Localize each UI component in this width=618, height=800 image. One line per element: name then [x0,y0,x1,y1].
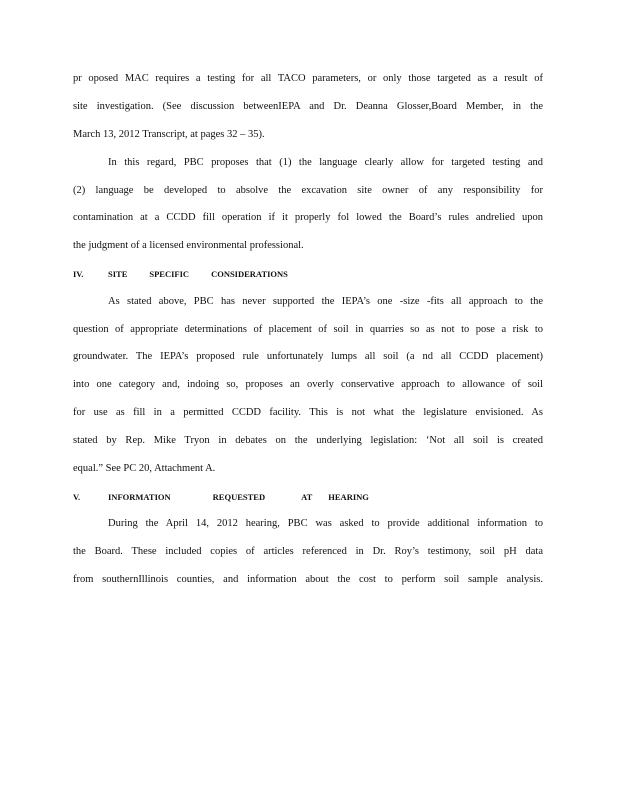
heading-word: INFORMATION [108,492,171,502]
paragraph-line: groundwater. The IEPA’s proposed rule unfortunately lumps all soil (a nd all CCDD placement) [73,351,543,362]
paragraph-line: pr oposed MAC requires a testing for all TACO parameters, or only those targeted as a result of [73,73,543,84]
heading-word: CONSIDERATIONS [211,269,288,279]
heading-word: HEARING [328,492,369,502]
paragraph-line: March 13, 2012 Transcript, at pages 32 – 35). [73,129,265,140]
paragraph-line: question of appropriate determinations of placement of soil in quarries so as not to pose a risk to [73,324,543,335]
paragraph-line: the judgment of a licensed environmental professional. [73,240,304,251]
section-heading-v [73,490,369,504]
paragraph-line: site investigation. (See discussion betweenIEPA and Dr. Deanna Glosser,Board Member, in the [73,101,543,112]
heading-word: AT [301,492,313,502]
paragraph-line: contamination at a CCDD fill operation if it properly fol lowed the Board’s rules andrelied upon [73,212,543,223]
paragraph-line: During the April 14, 2012 hearing, PBC was asked to provide additional information to [108,518,543,529]
heading-word: REQUESTED [212,492,266,502]
paragraph-line: (2) language be developed to absolve the excavation site owner of any responsibility for [73,185,543,196]
section-number: V. [73,492,81,502]
heading-word: SITE [108,269,128,279]
paragraph-line: for use as fill in a permitted CCDD facility. This is not what the legislature envisioned. As [73,407,543,418]
paragraph-line: equal.” See PC 20, Attachment A. [73,463,216,474]
paragraph-line: As stated above, PBC has never supported the IEPA’s one -size -fits all approach to the [108,296,543,307]
section-heading-iv [73,267,288,281]
section-number: IV. [73,269,84,279]
paragraph-line: the Board. These included copies of articles referenced in Dr. Roy’s testimony, soil pH data [73,546,543,557]
paragraph-line: In this regard, PBC proposes that (1) the language clearly allow for targeted testing and [108,157,543,168]
paragraph-line: from southernIllinois counties, and information about the cost to perform soil sample analysis. [73,574,543,585]
paragraph-line: into one category and, indoing so, proposes an overly conservative approach to allowance of soil [73,379,543,390]
heading-word: SPECIFIC [149,269,190,279]
paragraph-line: stated by Rep. Mike Tryon in debates on the underlying legislation: ‘Not all soil is created [73,435,543,446]
